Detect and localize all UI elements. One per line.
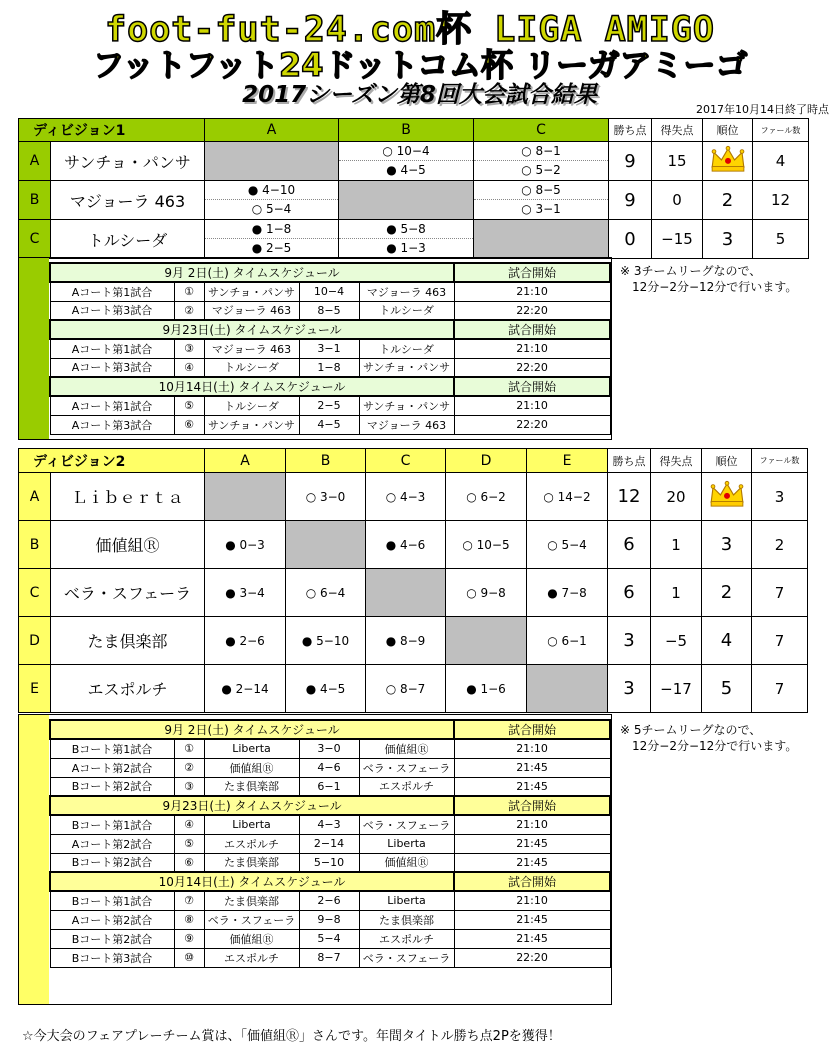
result-cell: ● 4−5	[286, 665, 366, 713]
court-cell: Bコート第2試合	[50, 929, 174, 948]
team-letter: A	[19, 473, 51, 521]
points-header: 勝ち点	[609, 119, 652, 142]
points-cell: 6	[608, 569, 651, 617]
division1-title: ディビジョン1	[19, 119, 205, 142]
team-letter: C	[19, 220, 51, 259]
col-header: A	[205, 449, 286, 473]
result-cell	[474, 142, 609, 181]
fouls-header: ファール数	[753, 119, 809, 142]
result-cell	[366, 569, 446, 617]
team-row	[19, 181, 809, 220]
score: 3−0	[299, 739, 359, 758]
result-cell: ○ 9−8	[446, 569, 527, 617]
match-result: ○ 3−1	[521, 202, 561, 216]
start-time: 21:10	[454, 396, 610, 415]
court-cell: Aコート第1試合	[50, 339, 174, 358]
schedule-row	[50, 948, 610, 967]
points-cell: 9	[609, 142, 652, 181]
title-english: foot-fut-24.com杯 LIGA AMIGO	[105, 10, 715, 50]
goal-diff-cell: 15	[652, 142, 703, 181]
goal-diff-header: 得失点	[652, 119, 703, 142]
home-team: マジョーラ 463	[204, 339, 299, 358]
away-team: エスポルチ	[359, 777, 454, 796]
schedule-row	[50, 815, 610, 834]
fouls-cell: 7	[752, 617, 808, 665]
court-cell: Bコート第2試合	[50, 853, 174, 872]
team-name: 価値組Ⓡ	[51, 521, 205, 569]
start-time: 21:45	[454, 777, 610, 796]
match-number: ②	[174, 301, 204, 320]
team-row	[19, 617, 808, 665]
team-letter: E	[19, 665, 51, 713]
team-row	[19, 569, 808, 617]
start-time-header: 試合開始	[454, 263, 610, 282]
schedule-row	[50, 739, 610, 758]
match-result: ● 4−10	[205, 181, 338, 200]
crown-icon	[709, 145, 747, 173]
points-cell: 3	[608, 617, 651, 665]
court-cell: Bコート第2試合	[50, 777, 174, 796]
court-cell: Aコート第2試合	[50, 910, 174, 929]
result-cell: ● 5−10	[286, 617, 366, 665]
points-cell: 12	[608, 473, 651, 521]
start-time-header: 試合開始	[454, 720, 610, 739]
fouls-cell: 5	[753, 220, 809, 259]
points-cell: 0	[609, 220, 652, 259]
rank-cell	[703, 142, 753, 181]
home-team: トルシーダ	[204, 358, 299, 377]
start-time-header: 試合開始	[454, 320, 610, 339]
court-cell: Bコート第3試合	[50, 948, 174, 967]
start-time: 21:10	[454, 815, 610, 834]
home-team: エスポルチ	[204, 948, 299, 967]
result-cell	[474, 220, 609, 259]
home-team: たま倶楽部	[204, 853, 299, 872]
schedule-title: 9月23日(土) タイムスケジュール	[50, 320, 454, 339]
match-number: ⑨	[174, 929, 204, 948]
rank-header: 順位	[702, 449, 752, 473]
rank-cell: 3	[703, 220, 753, 259]
note-line: ※ 5チームリーグなので、	[620, 723, 762, 737]
score: 10−4	[299, 282, 359, 301]
score: 8−7	[299, 948, 359, 967]
start-time-header: 試合開始	[454, 796, 610, 815]
col-header: C	[474, 119, 609, 142]
start-time-header: 試合開始	[454, 872, 610, 891]
start-time: 21:10	[454, 891, 610, 910]
goal-diff-cell: 20	[651, 473, 702, 521]
away-team: マジョーラ 463	[359, 415, 454, 434]
home-team: 価値組Ⓡ	[204, 758, 299, 777]
result-cell: ● 1−6	[446, 665, 527, 713]
result-cell: ○ 8−7	[366, 665, 446, 713]
schedule-header-row	[50, 872, 610, 891]
court-cell: Aコート第1試合	[50, 396, 174, 415]
fouls-cell: 7	[752, 569, 808, 617]
result-cell	[474, 181, 609, 220]
home-team: サンチョ・パンサ	[204, 415, 299, 434]
match-number: ①	[174, 739, 204, 758]
title-katakana: フットフット24ドットコム杯 リーガアミーゴ	[92, 46, 748, 84]
match-result: ● 1−8	[205, 220, 338, 239]
score: 2−6	[299, 891, 359, 910]
result-cell: ● 3−4	[205, 569, 286, 617]
schedule-table	[49, 262, 611, 435]
start-time: 21:45	[454, 853, 610, 872]
score: 5−4	[299, 929, 359, 948]
result-cell	[446, 617, 527, 665]
score: 5−10	[299, 853, 359, 872]
match-number: ③	[174, 339, 204, 358]
home-team: たま倶楽部	[204, 891, 299, 910]
team-letter: B	[19, 521, 51, 569]
start-time: 21:45	[454, 929, 610, 948]
start-time: 22:20	[454, 358, 610, 377]
goal-diff-cell: 0	[652, 181, 703, 220]
away-team: サンチョ・パンサ	[359, 358, 454, 377]
division1-note	[620, 263, 797, 295]
court-cell: Aコート第3試合	[50, 415, 174, 434]
col-header: B	[339, 119, 474, 142]
goal-diff-cell: −15	[652, 220, 703, 259]
start-time: 21:45	[454, 834, 610, 853]
note-line: 12分−2分−12分で行います。	[632, 739, 798, 753]
col-header: A	[205, 119, 339, 142]
result-cell: ● 7−8	[527, 569, 608, 617]
schedule-row	[50, 853, 610, 872]
result-cell: ○ 3−0	[286, 473, 366, 521]
fouls-cell: 4	[753, 142, 809, 181]
schedule-row	[50, 929, 610, 948]
division2-note	[620, 722, 797, 754]
result-cell: ○ 10−5	[446, 521, 527, 569]
fouls-cell: 7	[752, 665, 808, 713]
schedule-header-row	[50, 263, 610, 282]
score: 8−5	[299, 301, 359, 320]
score: 9−8	[299, 910, 359, 929]
score: 4−6	[299, 758, 359, 777]
result-cell: ○ 6−2	[446, 473, 527, 521]
result-cell	[339, 220, 474, 259]
points-cell: 6	[608, 521, 651, 569]
points-cell: 3	[608, 665, 651, 713]
fouls-cell: 2	[752, 521, 808, 569]
goal-diff-cell: −5	[651, 617, 702, 665]
result-cell	[205, 181, 339, 220]
score: 6−1	[299, 777, 359, 796]
start-time: 21:45	[454, 758, 610, 777]
schedule-row	[50, 282, 610, 301]
court-cell: Aコート第2試合	[50, 834, 174, 853]
team-name: マジョーラ 463	[51, 181, 205, 220]
result-cell	[205, 220, 339, 259]
result-cell	[339, 142, 474, 181]
away-team: トルシーダ	[359, 339, 454, 358]
fouls-cell: 12	[753, 181, 809, 220]
result-cell	[339, 181, 474, 220]
schedule-title: 9月 2日(土) タイムスケジュール	[50, 720, 454, 739]
score: 3−1	[299, 339, 359, 358]
home-team: マジョーラ 463	[204, 301, 299, 320]
schedule-header-row	[50, 377, 610, 396]
team-name: エスポルチ	[51, 665, 205, 713]
result-cell: ○ 6−4	[286, 569, 366, 617]
team-name: たま倶楽部	[51, 617, 205, 665]
team-name: ベラ・スフェーラ	[51, 569, 205, 617]
result-cell: ● 0−3	[205, 521, 286, 569]
match-result: ● 5−8	[339, 220, 473, 239]
team-row	[19, 220, 809, 259]
result-cell: ○ 5−4	[527, 521, 608, 569]
result-cell: ● 4−6	[366, 521, 446, 569]
away-team: たま倶楽部	[359, 910, 454, 929]
rank-cell: 2	[702, 569, 752, 617]
match-number: ④	[174, 358, 204, 377]
schedule-title: 9月23日(土) タイムスケジュール	[50, 796, 454, 815]
team-row	[19, 665, 808, 713]
result-cell	[205, 473, 286, 521]
season-title: 2017シーズン第8回大会試合結果	[242, 82, 597, 108]
home-team: Liberta	[204, 815, 299, 834]
home-team: トルシーダ	[204, 396, 299, 415]
start-time: 21:45	[454, 910, 610, 929]
court-cell: Bコート第1試合	[50, 739, 174, 758]
court-cell: Aコート第3試合	[50, 358, 174, 377]
match-result: ○ 5−4	[251, 202, 292, 216]
team-name: トルシーダ	[51, 220, 205, 259]
fouls-cell: 3	[752, 473, 808, 521]
match-number: ②	[174, 758, 204, 777]
score: 1−8	[299, 358, 359, 377]
rank-cell: 3	[702, 521, 752, 569]
division1-schedule	[18, 257, 612, 440]
match-number: ⑩	[174, 948, 204, 967]
points-header: 勝ち点	[608, 449, 651, 473]
result-cell: ● 8−9	[366, 617, 446, 665]
home-team: たま倶楽部	[204, 777, 299, 796]
away-team: Liberta	[359, 834, 454, 853]
points-cell: 9	[609, 181, 652, 220]
team-letter: D	[19, 617, 51, 665]
team-row	[19, 521, 808, 569]
score: 4−5	[299, 415, 359, 434]
score: 2−14	[299, 834, 359, 853]
schedule-row	[50, 758, 610, 777]
away-team: ベラ・スフェーラ	[359, 948, 454, 967]
match-number: ⑦	[174, 891, 204, 910]
match-number: ⑤	[174, 396, 204, 415]
division2-schedule	[18, 714, 612, 1005]
team-row	[19, 142, 809, 181]
match-number: ⑤	[174, 834, 204, 853]
division2-standings	[18, 448, 808, 713]
fair-play-footer: ☆今大会のフェアプレーチーム賞は、「価値組Ⓡ」さんです。年間タイトル勝ち点2Pを獲得！	[22, 1029, 561, 1044]
start-time: 21:10	[454, 282, 610, 301]
team-letter: A	[19, 142, 51, 181]
schedule-row	[50, 777, 610, 796]
home-team: 価値組Ⓡ	[204, 929, 299, 948]
start-time-header: 試合開始	[454, 377, 610, 396]
court-cell: Aコート第1試合	[50, 282, 174, 301]
rank-header: 順位	[703, 119, 753, 142]
division2-strip	[19, 715, 49, 1004]
schedule-title: 10月14日(土) タイムスケジュール	[50, 377, 454, 396]
team-name: Ｌｉｂｅｒｔａ	[51, 473, 205, 521]
result-cell: ● 2−6	[205, 617, 286, 665]
schedule-title: 10月14日(土) タイムスケジュール	[50, 872, 454, 891]
match-result: ● 2−5	[251, 241, 292, 255]
match-result: ○ 8−5	[474, 181, 608, 200]
goal-diff-cell: 1	[651, 521, 702, 569]
team-letter: B	[19, 181, 51, 220]
division1-standings	[18, 118, 809, 259]
result-cell	[286, 521, 366, 569]
goal-diff-cell: −17	[651, 665, 702, 713]
start-time: 21:10	[454, 339, 610, 358]
score: 4−3	[299, 815, 359, 834]
schedule-header-row	[50, 320, 610, 339]
court-cell: Bコート第1試合	[50, 815, 174, 834]
away-team: 価値組Ⓡ	[359, 853, 454, 872]
schedule-row	[50, 910, 610, 929]
court-cell: Bコート第1試合	[50, 891, 174, 910]
schedule-row	[50, 396, 610, 415]
away-team: ベラ・スフェーラ	[359, 815, 454, 834]
away-team: 価値組Ⓡ	[359, 739, 454, 758]
match-number: ④	[174, 815, 204, 834]
rank-cell: 2	[703, 181, 753, 220]
goal-diff-cell: 1	[651, 569, 702, 617]
match-number: ⑧	[174, 910, 204, 929]
schedule-row	[50, 301, 610, 320]
schedule-row	[50, 339, 610, 358]
result-cell: ● 2−14	[205, 665, 286, 713]
rank-cell: 5	[702, 665, 752, 713]
note-line: 12分−2分−12分で行います。	[632, 280, 798, 294]
fouls-header: ファール数	[752, 449, 808, 473]
away-team: サンチョ・パンサ	[359, 396, 454, 415]
division1-strip	[19, 258, 49, 439]
col-header: B	[286, 449, 366, 473]
result-cell	[527, 665, 608, 713]
score: 2−5	[299, 396, 359, 415]
match-number: ⑥	[174, 853, 204, 872]
home-team: ベラ・スフェーラ	[204, 910, 299, 929]
start-time: 22:20	[454, 301, 610, 320]
match-result: ○ 8−1	[474, 142, 608, 161]
match-result: ● 1−3	[386, 241, 426, 255]
schedule-row	[50, 358, 610, 377]
schedule-table	[49, 719, 611, 968]
away-team: Liberta	[359, 891, 454, 910]
match-result: ○ 5−2	[521, 163, 561, 177]
schedule-row	[50, 834, 610, 853]
start-time: 22:20	[454, 948, 610, 967]
match-result: ● 4−5	[386, 163, 426, 177]
result-cell: ○ 14−2	[527, 473, 608, 521]
schedule-header-row	[50, 796, 610, 815]
col-header: E	[527, 449, 608, 473]
col-header: C	[366, 449, 446, 473]
result-cell: ○ 6−1	[527, 617, 608, 665]
start-time: 22:20	[454, 415, 610, 434]
match-number: ⑥	[174, 415, 204, 434]
home-team: サンチョ・パンサ	[204, 282, 299, 301]
away-team: トルシーダ	[359, 301, 454, 320]
result-cell: ○ 4−3	[366, 473, 446, 521]
as-of-date: 2017年10月14日終了時点	[696, 103, 829, 116]
team-name: サンチョ・パンサ	[51, 142, 205, 181]
crown-icon	[708, 480, 746, 508]
team-letter: C	[19, 569, 51, 617]
away-team: エスポルチ	[359, 929, 454, 948]
rank-cell: 4	[702, 617, 752, 665]
schedule-title: 9月 2日(土) タイムスケジュール	[50, 263, 454, 282]
division2-title: ディビジョン2	[19, 449, 205, 473]
start-time: 21:10	[454, 739, 610, 758]
result-cell	[205, 142, 339, 181]
col-header: D	[446, 449, 527, 473]
team-row	[19, 473, 808, 521]
away-team: ベラ・スフェーラ	[359, 758, 454, 777]
away-team: マジョーラ 463	[359, 282, 454, 301]
rank-cell	[702, 473, 752, 521]
match-number: ①	[174, 282, 204, 301]
match-result: ○ 10−4	[339, 142, 473, 161]
match-number: ③	[174, 777, 204, 796]
home-team: エスポルチ	[204, 834, 299, 853]
schedule-header-row	[50, 720, 610, 739]
court-cell: Aコート第2試合	[50, 758, 174, 777]
schedule-row	[50, 415, 610, 434]
note-line: ※ 3チームリーグなので、	[620, 264, 762, 278]
schedule-row	[50, 891, 610, 910]
court-cell: Aコート第3試合	[50, 301, 174, 320]
home-team: Liberta	[204, 739, 299, 758]
goal-diff-header: 得失点	[651, 449, 702, 473]
